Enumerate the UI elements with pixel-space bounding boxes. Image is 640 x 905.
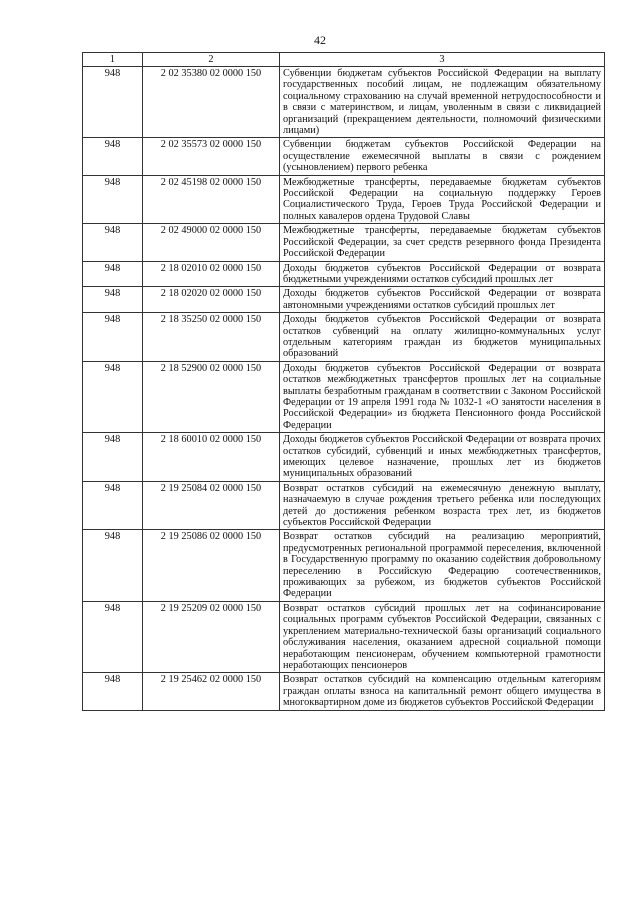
table-row bbox=[83, 481, 605, 530]
admin-code-cell: 948 bbox=[83, 67, 143, 138]
budget-classification-code-cell: 2 19 25086 02 0000 150 bbox=[143, 530, 280, 601]
budget-classification-code-cell: 2 18 60010 02 0000 150 bbox=[143, 433, 280, 482]
budget-classification-code-cell: 2 18 52900 02 0000 150 bbox=[143, 361, 280, 432]
budget-classification-code-cell: 2 19 25462 02 0000 150 bbox=[143, 673, 280, 710]
table-row bbox=[83, 138, 605, 175]
admin-code-cell: 948 bbox=[83, 287, 143, 313]
column-header-1: 1 bbox=[83, 53, 143, 67]
budget-classification-code-cell: 2 18 35250 02 0000 150 bbox=[143, 313, 280, 362]
budget-classification-code-cell: 2 02 35380 02 0000 150 bbox=[143, 67, 280, 138]
budget-codes-table bbox=[82, 52, 605, 711]
page-number: 42 bbox=[314, 33, 326, 47]
admin-code-cell: 948 bbox=[83, 138, 143, 175]
table-header-row bbox=[83, 53, 605, 67]
income-description-cell: Доходы бюджетов субъектов Российской Федерации от возврата остатков межбюджетных трансфертов прошлых лет на социальные выплаты безработным гражданам в соответствии с Законом Российской Федерации от 19 апреля 1991 года № 1032-1 «О занятости населения в Российской Федерации» из бюджета Пенсионного фонда Российской Федерации bbox=[280, 361, 605, 432]
table-row bbox=[83, 313, 605, 362]
budget-classification-code-cell: 2 19 25209 02 0000 150 bbox=[143, 601, 280, 672]
column-header-2: 2 bbox=[143, 53, 280, 67]
admin-code-cell: 948 bbox=[83, 433, 143, 482]
table-row bbox=[83, 224, 605, 261]
table-row bbox=[83, 601, 605, 672]
table-row bbox=[83, 175, 605, 224]
budget-classification-code-cell: 2 18 02020 02 0000 150 bbox=[143, 287, 280, 313]
income-description-cell: Субвенции бюджетам субъектов Российской Федерации на осуществление ежемесячной выплаты в связи с рождением (усыновлением) первого ребенка bbox=[280, 138, 605, 175]
admin-code-cell: 948 bbox=[83, 261, 143, 287]
table-row bbox=[83, 673, 605, 710]
income-description-cell: Возврат остатков субсидий прошлых лет на софинансирование социальных программ субъектов Российской Федерации, связанных с укреплением материально-технической базы организаций социального обслуживания населения, оказанием адресной социальной помощи неработающим пенсионерам, обучением компьютерной грамотности неработающих пенсионеров bbox=[280, 601, 605, 672]
admin-code-cell: 948 bbox=[83, 481, 143, 530]
income-description-cell: Возврат остатков субсидий на реализацию мероприятий, предусмотренных региональной программой переселения, включенной в Государственную программу по оказанию содействия добровольному переселению в Российскую Федерацию соотечественников, проживающих за рубежом, из бюджетов субъектов Российской Федерации bbox=[280, 530, 605, 601]
column-header-3: 3 bbox=[280, 53, 605, 67]
income-description-cell: Субвенции бюджетам субъектов Российской Федерации на выплату государственных пособий лицам, не подлежащим обязательному социальному страхованию на случай временной нетрудоспособности и в связи с материнством, и лицам, уволенным в связи с ликвидацией организаций (прекращением деятельности, полномочий физическими лицами) bbox=[280, 67, 605, 138]
budget-classification-code-cell: 2 02 49000 02 0000 150 bbox=[143, 224, 280, 261]
admin-code-cell: 948 bbox=[83, 601, 143, 672]
income-description-cell: Доходы бюджетов субъектов Российской Федерации от возврата автономными учреждениями остатков субсидий прошлых лет bbox=[280, 287, 605, 313]
admin-code-cell: 948 bbox=[83, 361, 143, 432]
income-description-cell: Доходы бюджетов субъектов Российской Федерации от возврата прочих остатков субсидий, субвенций и иных межбюджетных трансфертов, имеющих целевое назначение, прошлых лет из бюджетов муниципальных образований bbox=[280, 433, 605, 482]
admin-code-cell: 948 bbox=[83, 313, 143, 362]
table-row bbox=[83, 361, 605, 432]
budget-classification-code-cell: 2 02 45198 02 0000 150 bbox=[143, 175, 280, 224]
table-row bbox=[83, 433, 605, 482]
table-row bbox=[83, 261, 605, 287]
income-description-cell: Межбюджетные трансферты, передаваемые бюджетам субъектов Российской Федерации, за счет средств резервного фонда Президента Российской Федерации bbox=[280, 224, 605, 261]
table-row bbox=[83, 530, 605, 601]
budget-classification-code-cell: 2 18 02010 02 0000 150 bbox=[143, 261, 280, 287]
admin-code-cell: 948 bbox=[83, 224, 143, 261]
table-row bbox=[83, 287, 605, 313]
budget-classification-code-cell: 2 19 25084 02 0000 150 bbox=[143, 481, 280, 530]
income-description-cell: Возврат остатков субсидий на ежемесячную денежную выплату, назначаемую в случае рождения третьего ребенка или последующих детей до достижения ребенком возраста трех лет, из бюджетов субъектов Российской Федерации bbox=[280, 481, 605, 530]
income-description-cell: Межбюджетные трансферты, передаваемые бюджетам субъектов Российской Федерации на социальную поддержку Героев Социалистического Труда, Героев Труда Российской Федерации и полных кавалеров ордена Трудовой Славы bbox=[280, 175, 605, 224]
admin-code-cell: 948 bbox=[83, 673, 143, 710]
income-description-cell: Доходы бюджетов субъектов Российской Федерации от возврата бюджетными учреждениями остатков субсидий прошлых лет bbox=[280, 261, 605, 287]
income-description-cell: Возврат остатков субсидий на компенсацию отдельным категориям граждан оплаты взноса на капитальный ремонт общего имущества в многоквартирном доме из бюджетов субъектов Российской Федерации bbox=[280, 673, 605, 710]
admin-code-cell: 948 bbox=[83, 175, 143, 224]
table-body bbox=[83, 67, 605, 711]
income-description-cell: Доходы бюджетов субъектов Российской Федерации от возврата остатков субвенций на оплату жилищно-коммунальных услуг отдельным категориям граждан из бюджетов муниципальных образований bbox=[280, 313, 605, 362]
table-row bbox=[83, 67, 605, 138]
admin-code-cell: 948 bbox=[83, 530, 143, 601]
budget-classification-code-cell: 2 02 35573 02 0000 150 bbox=[143, 138, 280, 175]
